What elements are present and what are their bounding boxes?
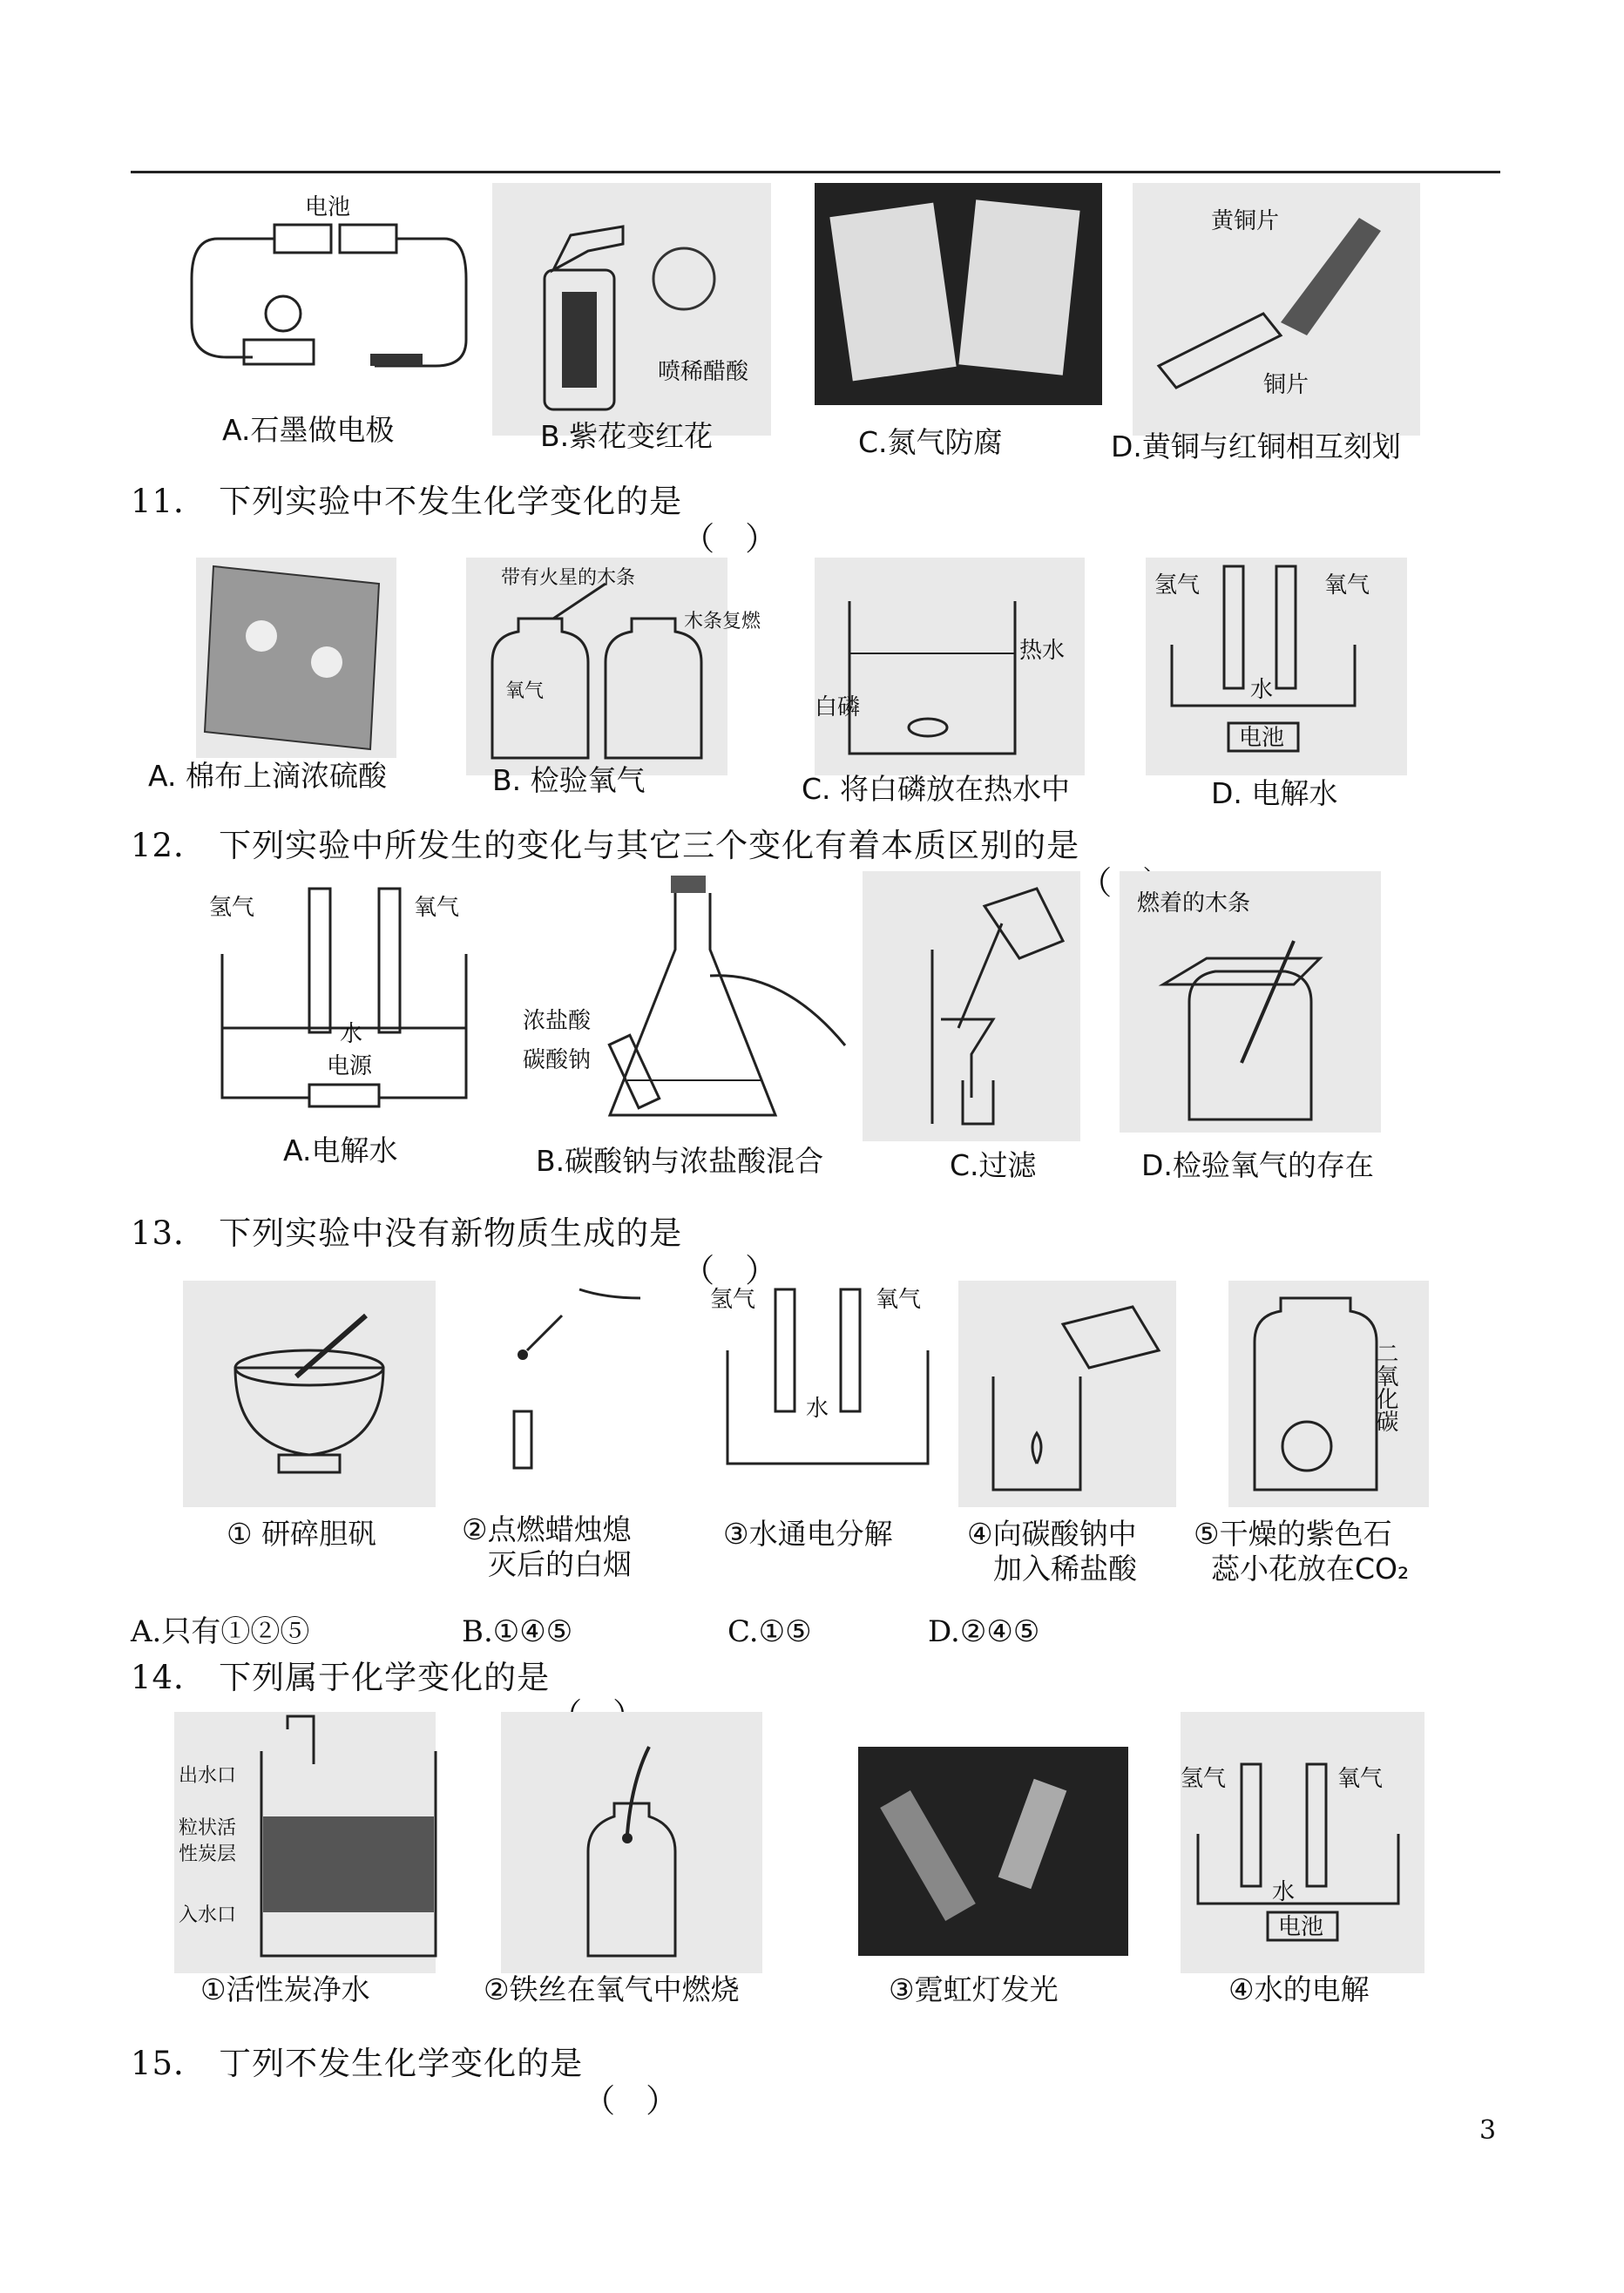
na2co3-label: 碳酸钠 <box>523 1047 592 1073</box>
inlet-label: 入水口 <box>179 1904 237 1926</box>
q11-caption-b: B. 检验氧气 <box>492 763 646 797</box>
q13-caption-5b: 蕊小花放在CO₂ <box>1211 1552 1410 1586</box>
water-label: 水 <box>1272 1879 1296 1905</box>
question-number: 11． <box>131 483 207 520</box>
power-label: 电源 <box>327 1053 373 1079</box>
question-number: 13． <box>131 1214 207 1252</box>
q13-caption-5a: ⑤干燥的紫色石 <box>1194 1517 1392 1551</box>
q13-caption-2a: ②点燃蜡烛熄 <box>462 1512 632 1546</box>
phosphorus-label: 白磷 <box>815 694 861 720</box>
figure-sodium-carbonate <box>523 871 863 1141</box>
page-number: 3 <box>1479 2115 1497 2146</box>
q10-caption-c: C.氮气防腐 <box>858 425 1003 459</box>
question-number: 14． <box>131 1659 207 1696</box>
figure-filtration <box>863 871 1080 1141</box>
q12-caption-d: D.检验氧气的存在 <box>1141 1148 1374 1182</box>
figure-white-phosphorus <box>815 558 1085 775</box>
q11-caption-a: A. 棉布上滴浓硫酸 <box>148 759 387 793</box>
question-text: 下列属于化学变化的是 <box>219 1659 551 1696</box>
q11-caption-d: D. 电解水 <box>1211 776 1338 810</box>
figure-water-electrolysis-2 <box>1181 1712 1424 1973</box>
water-label: 水 <box>1250 677 1274 703</box>
hydrogen-label: 氢气 <box>710 1287 756 1313</box>
splint-label: 燃着的木条 <box>1137 890 1251 917</box>
carbon-layer-label-1: 粒状活 <box>179 1817 237 1839</box>
hydrogen-label: 氢气 <box>209 895 255 921</box>
figure-cotton-acid <box>196 558 396 758</box>
q12-caption-a: A.电解水 <box>283 1133 398 1167</box>
figure-activated-carbon <box>174 1712 436 1973</box>
figure-neon-light <box>858 1712 1128 1973</box>
question-number: 15． <box>131 2045 207 2082</box>
figure-add-acid <box>958 1281 1176 1507</box>
relight-label: 木条复燃 <box>684 611 761 632</box>
q14-caption-4: ④水的电解 <box>1228 1972 1370 2006</box>
oxygen-label: 氧气 <box>505 680 545 702</box>
figure-graphite-electrode <box>183 183 479 436</box>
water-label: 水 <box>340 1021 363 1047</box>
figure-candle-smoke <box>475 1281 649 1507</box>
question-14 <box>131 1651 646 1698</box>
question-text: 丁列不发生化学变化的是 <box>219 2045 584 2082</box>
figure-electrolysis <box>1146 558 1407 775</box>
q10-caption-a: A.石墨做电极 <box>222 413 395 447</box>
q13-caption-1: ① 研碎胆矾 <box>227 1517 377 1551</box>
q14-caption-2: ②铁丝在氧气中燃烧 <box>484 1972 740 2006</box>
q14-caption-1: ①活性炭净水 <box>200 1972 370 2006</box>
spray-label: 喷稀醋酸 <box>658 359 749 385</box>
figure-nitrogen-package <box>815 183 1102 409</box>
figure-burning-splint <box>1120 871 1381 1133</box>
q14-caption-3: ③霓虹灯发光 <box>889 1972 1059 2006</box>
question-number: 12． <box>131 827 207 864</box>
option-b[interactable]: B.①④⑤ <box>462 1614 573 1649</box>
q11-figures <box>174 558 1429 784</box>
q10-caption-b: B.紫花变红花 <box>540 419 714 453</box>
question-11 <box>131 475 778 522</box>
oxygen-label: 氧气 <box>1337 1766 1384 1792</box>
outlet-label: 出水口 <box>179 1765 237 1787</box>
q13-figures <box>174 1281 1429 1533</box>
hot-water-label: 热水 <box>1019 638 1066 664</box>
hydrogen-label: 氢气 <box>1181 1766 1227 1792</box>
header-rule <box>131 171 1500 173</box>
battery-label: 电池 <box>1278 1914 1324 1940</box>
figure-water-electrolysis <box>710 1281 945 1498</box>
oxygen-label: 氧气 <box>414 895 460 921</box>
hcl-label: 浓盐酸 <box>523 1008 592 1034</box>
figure-electrolysis-power <box>205 871 484 1124</box>
q10-caption-d: D.黄铜与红铜相互刻划 <box>1111 430 1401 463</box>
q11-caption-c: C. 将白磷放在热水中 <box>802 772 1071 806</box>
question-text: 下列实验中不发生化学变化的是 <box>219 483 683 520</box>
q13-caption-4a: ④向碳酸钠中 <box>967 1517 1137 1551</box>
q13-caption-3: ③水通电分解 <box>723 1517 893 1551</box>
q13-caption-2b: 灭后的白烟 <box>488 1547 632 1581</box>
question-text: 下列实验中没有新物质生成的是 <box>219 1214 683 1252</box>
option-d[interactable]: D.②④⑤ <box>928 1614 1040 1649</box>
water-label: 水 <box>806 1396 829 1422</box>
q13-caption-4b: 加入稀盐酸 <box>993 1552 1137 1586</box>
oxygen-label: 氧气 <box>1324 572 1370 599</box>
brass-label: 黄铜片 <box>1211 208 1280 234</box>
q13-options <box>131 1607 1039 1650</box>
figure-iron-wire <box>501 1712 762 1973</box>
figure-brass-scratch <box>1133 183 1420 436</box>
hydrogen-label: 氢气 <box>1154 572 1201 599</box>
figure-mortar <box>183 1281 436 1507</box>
question-13 <box>131 1207 778 1254</box>
figure-purple-flower <box>492 183 771 436</box>
question-text: 下列实验中所发生的变化与其它三个变化有着本质区别的是 <box>219 827 1080 864</box>
q12-caption-b: B.碳酸钠与浓盐酸混合 <box>536 1144 824 1178</box>
figure-co2-flower <box>1228 1281 1429 1507</box>
battery-label: 电池 <box>305 194 351 220</box>
option-a[interactable]: A.只有①②⑤ <box>131 1614 310 1649</box>
option-c[interactable]: C.①⑤ <box>727 1614 812 1649</box>
q12-caption-c: C.过滤 <box>950 1148 1037 1182</box>
question-15 <box>131 2037 679 2084</box>
figure-test-oxygen <box>466 558 761 775</box>
splint-label: 带有火星的木条 <box>501 567 636 589</box>
battery-label: 电池 <box>1239 725 1285 751</box>
copper-label: 铜片 <box>1263 372 1309 398</box>
question-12 <box>131 819 1175 866</box>
co2-label: 二氧化碳 <box>1372 1342 1398 1432</box>
oxygen-label: 氧气 <box>876 1287 922 1313</box>
carbon-layer-label-2: 性炭层 <box>179 1843 237 1865</box>
